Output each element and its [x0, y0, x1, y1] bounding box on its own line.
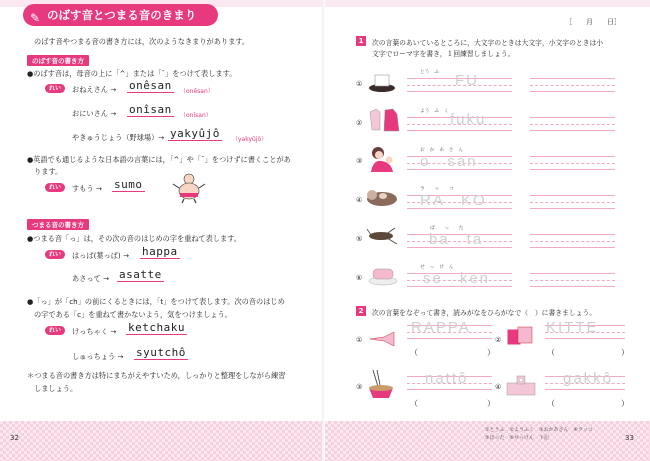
long-vowel-rule: ●のばす音は，母音の上に「^」または「¯」をつけて表します。 [27, 69, 237, 78]
trace-text: RA KO [420, 192, 487, 209]
example-kana: おねえさん → [72, 85, 117, 94]
sumo-wrestler-illustration [172, 172, 206, 204]
example-alt-romaji: （onēsan） [180, 88, 214, 95]
question-text: 次の言葉のあいているところに，大文字のときは大文字，小文字のときは小 [372, 39, 604, 47]
item-number: ② [356, 119, 363, 127]
example-kana: やきゅうじょう（野球場）→ [72, 133, 165, 142]
trace-text: KITTE [546, 319, 599, 336]
furigana: とう ふ [420, 70, 440, 75]
tch-rule: ●「っ」が「ch」の前にくるときには，「t」をつけて表します。次の音のはじめ [27, 297, 285, 306]
example-badge: れい [45, 84, 65, 93]
top-strip [325, 0, 650, 7]
natto-icon [367, 368, 395, 400]
trace-text: ba ta [429, 231, 484, 248]
furigana: よう ふ く [420, 109, 449, 114]
item-number: ④ [495, 383, 502, 391]
example-romaji: ketchaku [128, 321, 185, 334]
mother-icon [367, 144, 397, 174]
school-icon [505, 373, 537, 397]
example-kana: すもう → [72, 184, 102, 193]
answer-key: ①とうふ ②ようふく ③おかあさん ④ラッコ [485, 427, 593, 433]
example-alt-romaji: （yakyūjō） [232, 136, 268, 143]
furigana: お か あ さ ん [420, 148, 464, 153]
example-kana: あさって → [72, 274, 110, 283]
item-number: ① [356, 336, 363, 344]
question-text: 次の言葉をなぞって書き，読みがなをひらがなで（ ）に書きましょう。 [372, 309, 597, 317]
example-alt-romaji: （onīsan） [180, 112, 212, 119]
practice-lines[interactable] [530, 113, 615, 135]
clothes-icon [367, 106, 401, 134]
tofu-icon [367, 70, 397, 94]
item-number: ② [495, 336, 502, 344]
section-label-double-consonant: つまる音の書き方 [27, 219, 89, 230]
answer-paren-open: （ [547, 348, 555, 357]
note-text: ＊つまる音の書き方は特にまちがえやすいため，しっかりと整理をしながら練習 [27, 371, 286, 380]
example-romaji: happa [142, 245, 178, 258]
question-number: 2 [356, 306, 366, 316]
item-number: ① [356, 80, 363, 88]
long-vowel-rule-2b: ります。 [34, 167, 63, 176]
item-number: ⑥ [356, 274, 363, 282]
page-title: ✎ のばす音とつまる音のきまり [23, 4, 218, 26]
long-vowel-rule-2: ●英語でも通じるような日本語の言葉には，「^」や「¯」をつけずに書くことがあ [27, 155, 291, 164]
intro-text: のばす音やつまる音の書き方には，次のようなきまりがあります。 [34, 37, 250, 46]
practice-lines[interactable] [530, 269, 615, 291]
trace-text: gakkô [563, 370, 614, 387]
item-number: ③ [356, 383, 363, 391]
date-box: ［ 月 日］ [565, 18, 621, 26]
example-romaji: onîsan [129, 103, 172, 116]
trumpet-icon [368, 330, 396, 348]
answer-paren-open: （ [410, 348, 418, 357]
practice-lines[interactable] [530, 152, 615, 174]
grasshopper-icon [365, 225, 399, 247]
trace-text: RAPPA [411, 319, 471, 336]
practice-lines[interactable] [530, 191, 615, 213]
section-label-long-vowel: のばす音の書き方 [27, 55, 89, 66]
right-page [325, 0, 650, 461]
trace-text: fuku [450, 111, 487, 128]
page-number: 33 [625, 434, 634, 442]
double-consonant-rule: ●つまる音「っ」は，その次の音のはじめの字を重ねて表します。 [27, 234, 241, 243]
paperclip-icon: ✎ [30, 11, 41, 25]
item-number: ③ [356, 157, 363, 165]
example-romaji: onêsan [129, 79, 172, 92]
answer-key-b: ⑤ばった ⑥せっけん 下記 [485, 435, 549, 441]
example-romaji: asatte [119, 268, 162, 281]
practice-lines[interactable] [530, 230, 615, 252]
answer-paren-close: ） [621, 399, 629, 408]
note-text-b: しましょう。 [34, 384, 78, 393]
example-romaji: yakyûjô [170, 127, 220, 140]
answer-paren-open: （ [547, 399, 555, 408]
page-number: 32 [10, 434, 19, 442]
tch-rule-b: の字である「c」を重ねて書かないよう，気をつけましょう。 [34, 310, 232, 319]
example-kana: はっぱ(葉っぱ) → [72, 251, 130, 260]
furigana: ラ ッ コ [420, 187, 454, 192]
example-kana: おにいさん → [72, 109, 117, 118]
item-number: ④ [356, 196, 363, 204]
example-romaji: syutchô [136, 346, 186, 359]
furigana: ば っ た [430, 226, 464, 231]
sea-otter-icon [365, 186, 399, 210]
trace-text: o san [420, 153, 478, 170]
bottom-pattern [0, 421, 325, 461]
answer-paren-close: ） [621, 348, 629, 357]
answer-paren-close: ） [487, 348, 495, 357]
answer-paren-close: ） [487, 399, 495, 408]
example-badge: れい [45, 326, 65, 335]
question-text-b: 文字でローマ字を書き，１回練習しましょう。 [372, 50, 515, 58]
trace-text: FU [455, 72, 479, 89]
example-kana: しゅっちょう → [72, 352, 124, 361]
example-kana: けっちゃく → [72, 327, 117, 336]
example-romaji: sumo [114, 178, 143, 191]
trace-text: nattô [425, 370, 469, 387]
soap-icon [367, 263, 399, 287]
furigana: せ っ け ん [420, 265, 454, 270]
practice-lines[interactable] [530, 74, 615, 96]
example-badge: れい [45, 250, 65, 259]
question-number: 1 [356, 36, 366, 46]
stamp-icon [505, 325, 535, 349]
example-badge: れい [45, 183, 65, 192]
answer-paren-open: （ [410, 399, 418, 408]
item-number: ⑤ [356, 235, 363, 243]
trace-text: se ken [423, 270, 491, 287]
